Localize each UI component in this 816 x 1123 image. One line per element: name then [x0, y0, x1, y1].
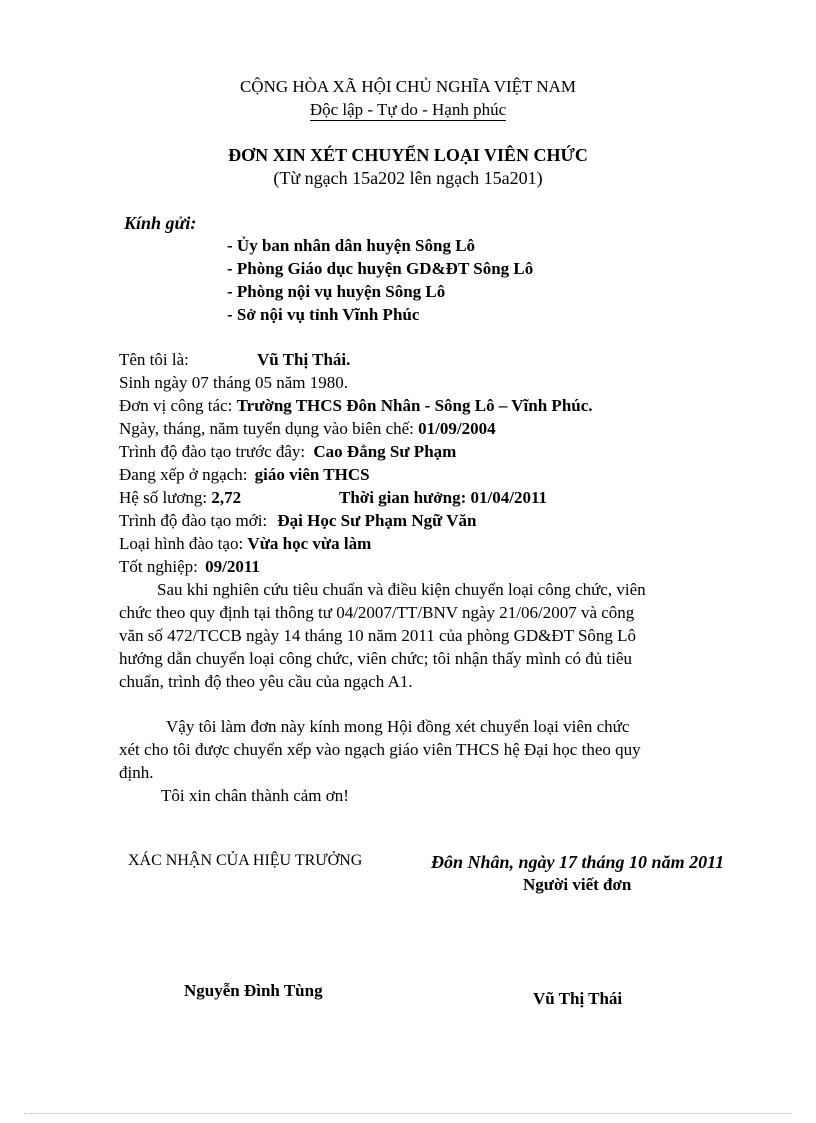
para1-line: văn số 472/TCCB ngày 14 tháng 10 năm 2011 của phòng GD&ĐT Sông Lô — [119, 626, 637, 645]
enjoy-line — [339, 488, 547, 508]
type-value: Vừa học vừa làm — [247, 534, 372, 553]
recipient-item: - Phòng nội vụ huyện Sông Lô — [227, 282, 446, 301]
hire-value: 01/09/2004 — [418, 419, 496, 438]
birth-line: Sinh ngày 07 tháng 05 năm 1980. — [119, 373, 349, 392]
unit-line — [119, 396, 593, 416]
type-line — [119, 534, 371, 554]
para2-line: Vậy tôi làm đơn này kính mong Hội đồng xét chuyển loại viên chức — [166, 717, 630, 736]
grad-line — [119, 557, 260, 577]
national-title: CỘNG HÒA XÃ HỘI CHỦ NGHĨA VIỆT NAM — [239, 77, 577, 96]
para1-line: hướng dẫn chuyển loại công chức, viên chức; tôi nhận thấy mình có đủ tiêu — [119, 649, 632, 668]
document-title: ĐƠN XIN XÉT CHUYỂN LOẠI VIÊN CHỨC — [228, 145, 588, 165]
recipient-item: - Ủy ban nhân dân huyện Sông Lô — [227, 236, 476, 255]
recipient-item: - Sở nội vụ tỉnh Vĩnh Phúc — [227, 305, 420, 324]
principal-confirm-title: XÁC NHẬN CỦA HIỆU TRƯỞNG — [128, 852, 363, 869]
prev-edu-label: Trình độ đào tạo trước đây: — [119, 442, 306, 461]
grad-value: 09/2011 — [205, 557, 260, 576]
coef-value: 2,72 — [211, 488, 242, 507]
new-edu-line — [119, 511, 476, 531]
thanks-line: Tôi xin chân thành cảm ơn! — [161, 786, 349, 805]
coef-line — [119, 488, 241, 508]
prev-edu-line — [119, 442, 456, 462]
enjoy-label: Thời gian hưởng: — [339, 488, 467, 507]
page-edge-divider — [24, 1113, 792, 1114]
rank-label: Đang xếp ở ngạch: — [119, 465, 248, 484]
name-label: Tên tôi là: — [119, 350, 189, 369]
enjoy-value: 01/04/2011 — [470, 488, 548, 507]
applicant-name: Vũ Thị Thái — [533, 989, 623, 1008]
motto — [0, 100, 816, 120]
new-edu-label: Trình độ đào tạo mới: — [119, 511, 268, 530]
recipient-item: - Phòng Giáo dục huyện GD&ĐT Sông Lô — [227, 259, 534, 278]
name-value: Vũ Thị Thái. — [257, 350, 351, 369]
para1-line: Sau khi nghiên cứu tiêu chuẩn và điều kiện chuyển loại công chức, viên — [157, 580, 646, 599]
rank-line — [119, 465, 370, 485]
rank-value: giáo viên THCS — [254, 465, 370, 484]
hire-label: Ngày, tháng, năm tuyển dụng vào biên chế: — [119, 419, 414, 438]
principal-name: Nguyễn Đình Tùng — [184, 981, 323, 1000]
para1-line: chuẩn, trình độ theo yêu cầu của ngạch A1. — [119, 672, 413, 691]
para2-line: xét cho tôi được chuyển xếp vào ngạch giáo viên THCS hệ Đại học theo quy — [119, 740, 641, 759]
document-subtitle: (Từ ngạch 15a202 lên ngạch 15a201) — [273, 168, 543, 188]
para2-line: định. — [119, 763, 154, 782]
hire-line — [119, 419, 496, 439]
motto-text: Độc lập - Tự do - Hạnh phúc — [309, 100, 507, 119]
type-label: Loại hình đào tạo: — [119, 534, 244, 553]
grad-label: Tốt nghiệp: — [119, 557, 198, 576]
prev-edu-value: Cao Đẳng Sư Phạm — [313, 442, 457, 461]
place-date: Đôn Nhân, ngày 17 tháng 10 năm 2011 — [431, 852, 725, 872]
para1-line: chức theo quy định tại thông tư 04/2007/TT/BNV ngày 21/06/2007 và công — [119, 603, 635, 622]
unit-value: Trường THCS Đôn Nhân - Sông Lô – Vĩnh Phúc. — [236, 396, 593, 415]
unit-label: Đơn vị công tác: — [119, 396, 233, 415]
new-edu-value: Đại Học Sư Phạm Ngữ Văn — [277, 511, 477, 530]
applicant-title: Người viết đơn — [523, 875, 632, 894]
coef-label: Hệ số lương: — [119, 488, 208, 507]
recipients-label: Kính gửi: — [124, 213, 197, 233]
